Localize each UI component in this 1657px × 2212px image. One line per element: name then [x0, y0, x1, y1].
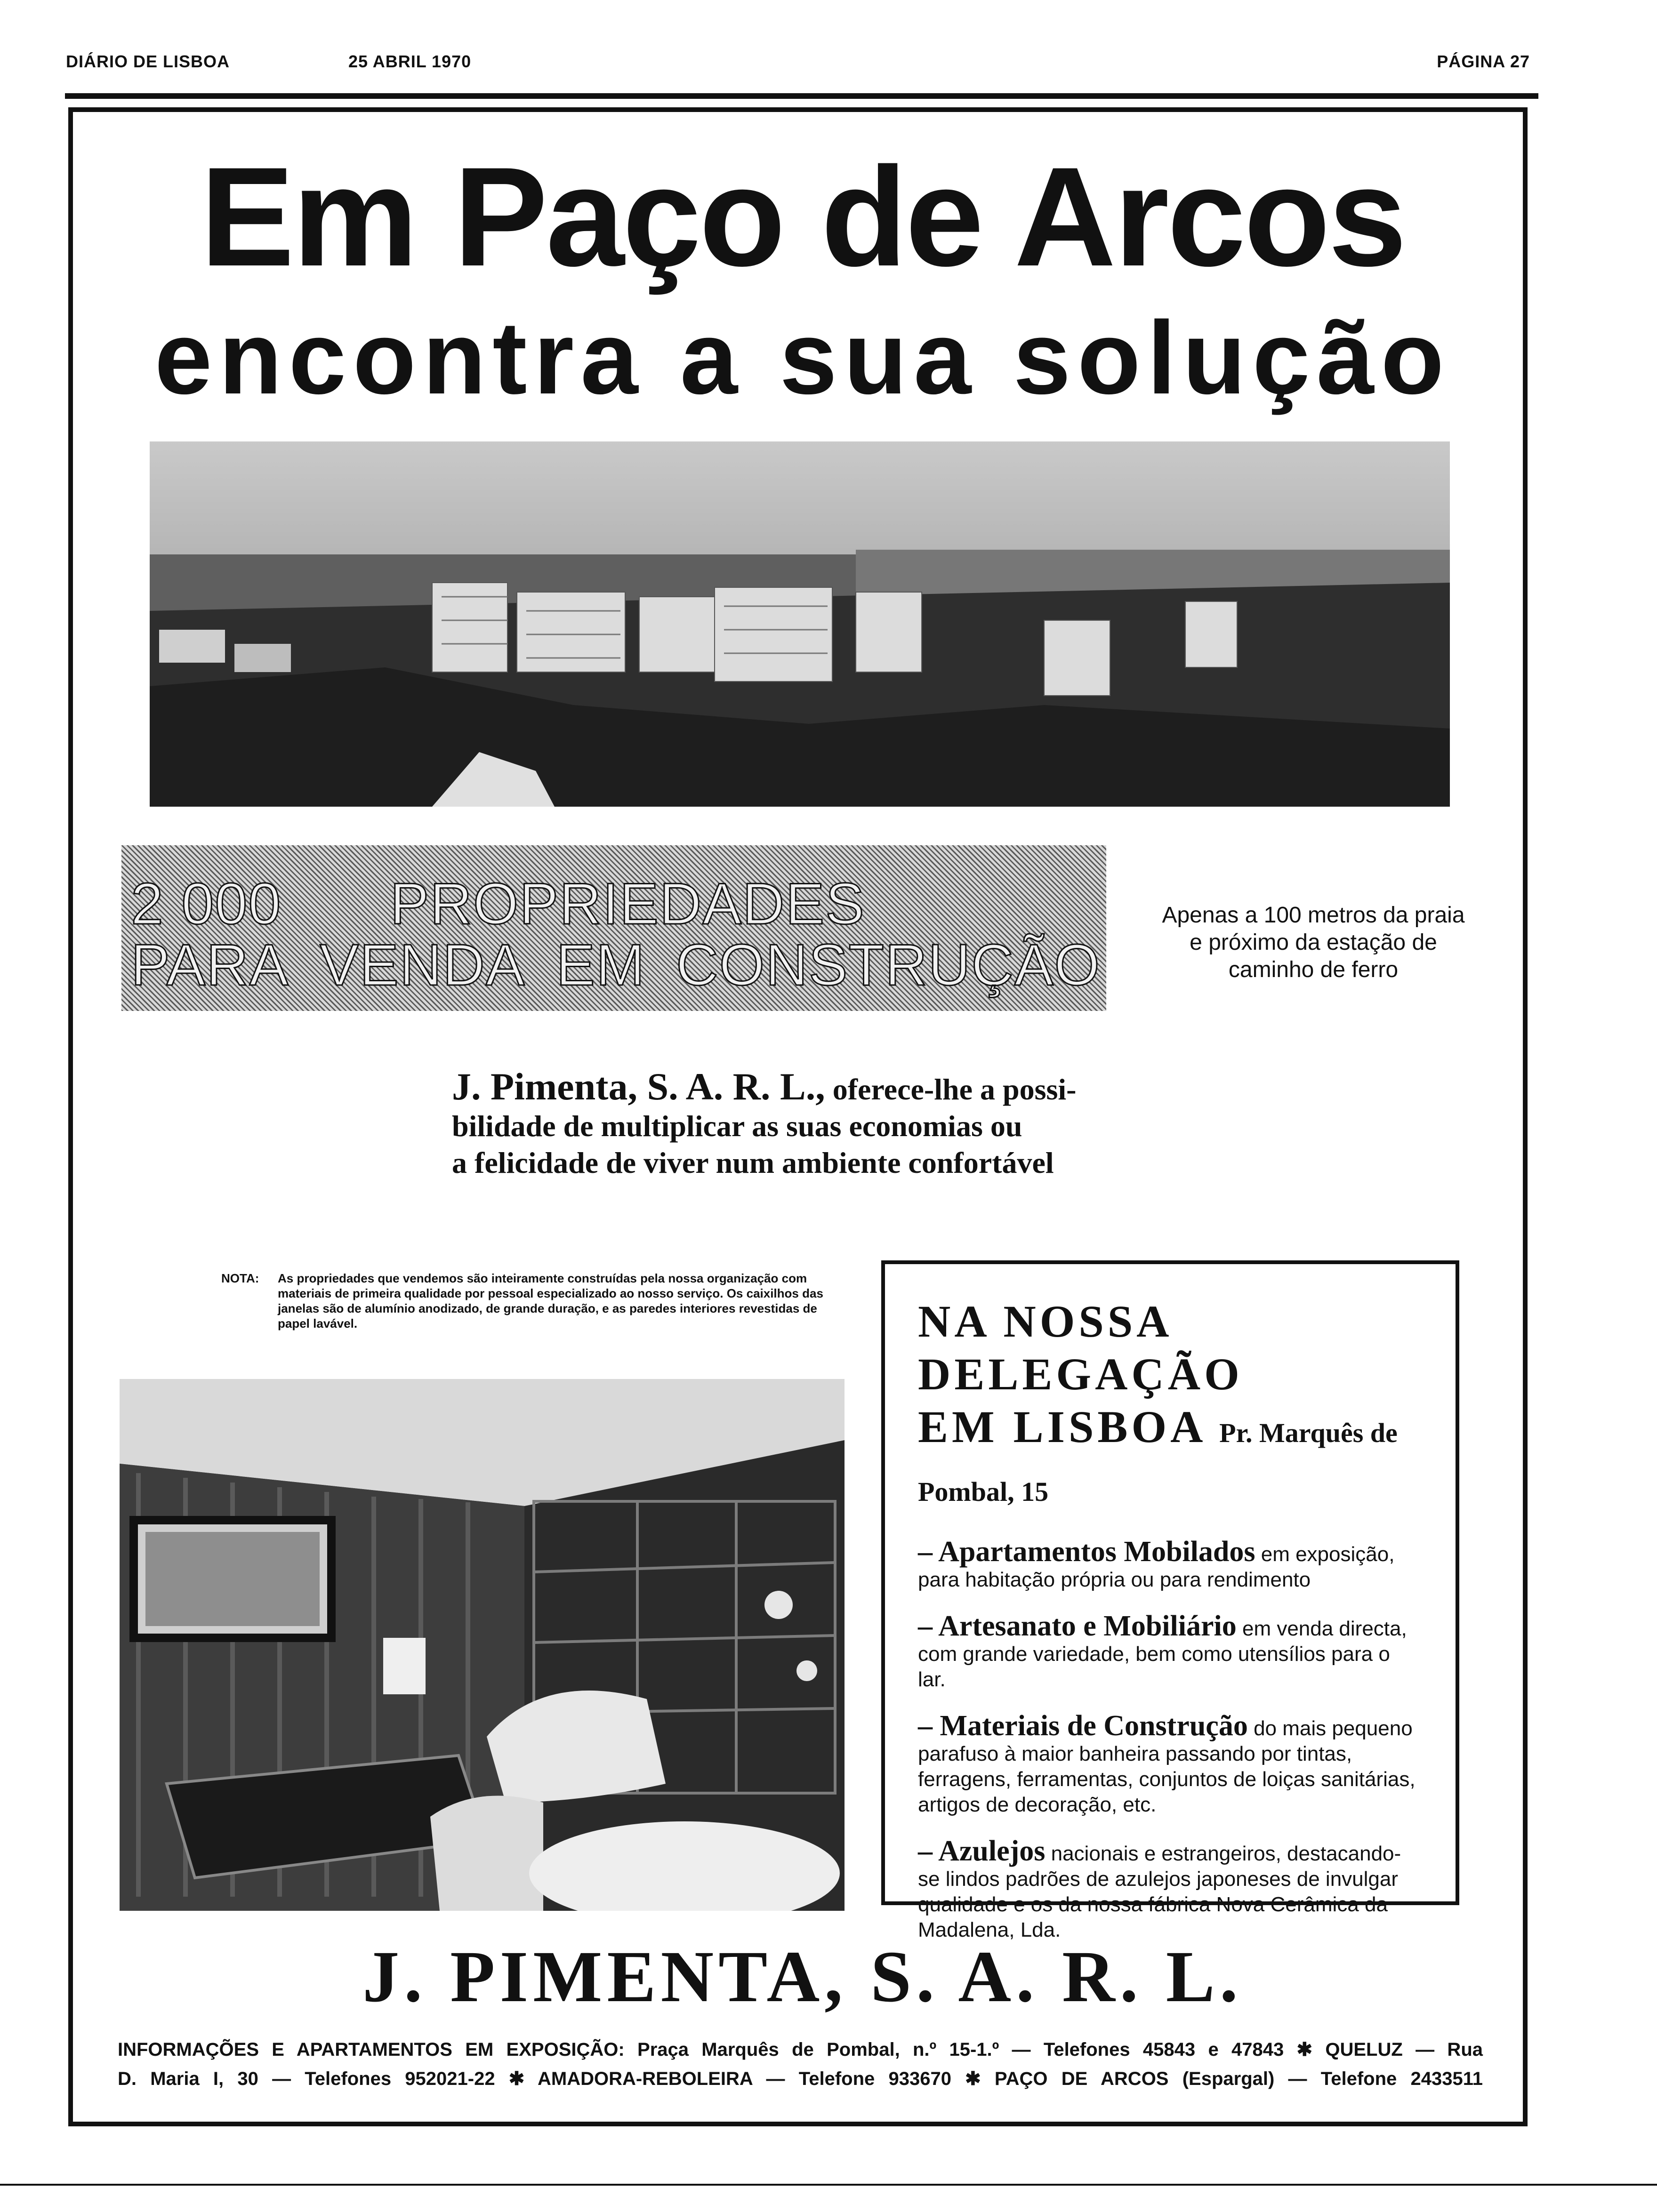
banner-word: VENDA	[320, 933, 526, 998]
delegation-item	[918, 1536, 1423, 1593]
footer-company-name: J. PIMENTA, S. A. R. L.	[362, 1936, 1243, 2017]
delegation-title: NA NOSSA DELEGAÇÃO	[918, 1296, 1243, 1399]
delegation-city: EM LISBOA	[918, 1402, 1205, 1452]
footer-contact-info: INFORMAÇÕES E APARTAMENTOS EM EXPOSIÇÃO: Praça Marquês de Pombal, n.º 15-1.º — Telefones 45843 e 47843 ✱ QUELUZ — Rua	[118, 2039, 1483, 2060]
location-note-line: Apenas a 100 metros da praia	[1162, 903, 1465, 928]
page-number: PÁGINA 27	[1437, 52, 1530, 71]
properties-banner	[121, 845, 1106, 1011]
banner-word: EM	[556, 933, 646, 998]
footer-contact-info: D. Maria I, 30 — Telefones 952021-22 ✱ AMADORA-REBOLEIRA — Telefone 933670 ✱ PAÇO DE ARCOS (Espargal) — Telefone 2433511	[118, 2068, 1483, 2089]
intro-text: oferece-lhe a possi-	[832, 1073, 1077, 1106]
delegation-item	[918, 1835, 1423, 1943]
subheadline: encontra a sua solução	[154, 300, 1451, 416]
delegation-item	[918, 1710, 1423, 1818]
headline: Em Paço de Arcos	[200, 137, 1405, 296]
construction-note	[221, 1271, 828, 1331]
banner-line-1	[131, 874, 1101, 935]
location-note	[1144, 902, 1483, 984]
company-intro	[452, 1065, 1158, 1181]
location-note-line: caminho de ferro	[1228, 957, 1399, 982]
location-note-line: e próximo da estação de	[1190, 930, 1437, 955]
banner-word: PARA	[131, 933, 290, 998]
item-text: em exposição, para habitação própria ou para rendimento	[918, 1543, 1395, 1591]
delegation-address: Pr. Marquês de Pombal, 15	[918, 1418, 1398, 1507]
item-heading: – Artesanato e Mobiliário	[918, 1610, 1237, 1642]
item-text: nacionais e estrangeiros, destacando-se lindos padrões de azulejos japoneses de invulgar qualidade e os da nossa fábrica Nova Cerâmica da Madalena, Lda.	[918, 1842, 1401, 1941]
company-name-inline: J. Pimenta, S. A. R. L.,	[452, 1065, 825, 1108]
newspaper-name: DIÁRIO DE LISBOA	[66, 52, 230, 71]
intro-text: a felicidade de viver num ambiente confortável	[452, 1146, 1054, 1179]
item-text: do mais pequeno parafuso à maior banheira passando por tintas, ferragens, ferramentas, conjuntos de loiças sanitárias, artigos de decoração, etc.	[918, 1717, 1416, 1816]
note-text: As propriedades que vendemos são inteiramente construídas pela nossa organização com materiais de primeira qualidade por pessoal especializado ao nosso serviço. Os caixilhos das janelas são de alumínio anodizado, de grande duração, e as paredes interiores revestidas de papel lavável.	[278, 1271, 823, 1330]
intro-text: bilidade de multiplicar as suas economias ou	[452, 1109, 1022, 1143]
banner-line-2	[131, 935, 1101, 996]
top-rule	[65, 93, 1538, 99]
delegation-title	[918, 1401, 1423, 1518]
town-panorama-photo	[150, 441, 1450, 807]
lisbon-delegation-box	[881, 1260, 1459, 1941]
delegation-item	[918, 1610, 1423, 1692]
banner-word: CONSTRUÇÃO	[676, 933, 1101, 998]
item-heading: – Azulejos	[918, 1835, 1046, 1867]
item-heading: – Apartamentos Mobilados	[918, 1536, 1255, 1568]
bottom-rule	[0, 2184, 1657, 2186]
banner-word: 2 000	[131, 872, 282, 937]
item-heading: – Materiais de Construção	[918, 1710, 1248, 1742]
banner-word: PROPRIEDADES	[390, 872, 865, 937]
issue-date: 25 ABRIL 1970	[348, 52, 472, 71]
item-text: em venda directa, com grande variedade, bem como utensílios para o lar.	[918, 1617, 1407, 1691]
interior-room-photo	[120, 1379, 845, 1911]
note-label: NOTA:	[221, 1271, 259, 1285]
